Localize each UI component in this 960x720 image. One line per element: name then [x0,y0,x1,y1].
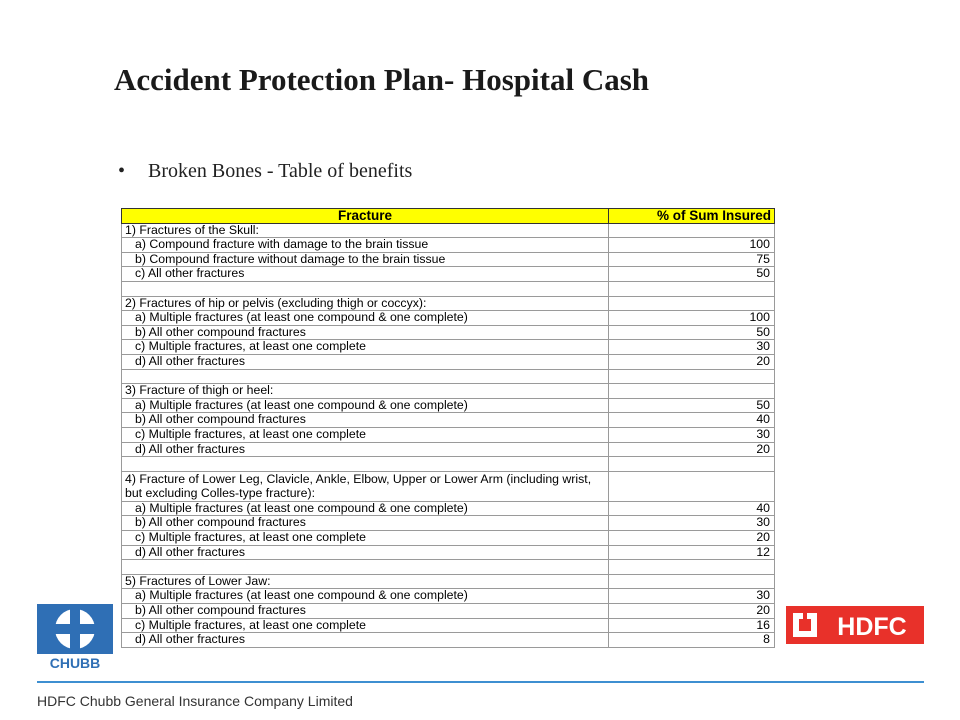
fracture-cell [122,560,609,575]
table-row [122,238,775,253]
table-header-row [122,209,775,224]
pct-cell [609,384,775,399]
fracture-cell: 3) Fracture of thigh or heel: [122,384,609,399]
pct-cell [609,223,775,238]
fracture-cell: a) Multiple fractures (at least one compound & one complete) [122,589,609,604]
fracture-cell: b) All other compound fractures [122,516,609,531]
table-row [122,516,775,531]
fracture-cell: a) Multiple fractures (at least one compound & one complete) [122,311,609,326]
fracture-cell [122,369,609,384]
table-row [122,545,775,560]
pct-cell [609,574,775,589]
pct-cell: 12 [609,545,775,560]
table-row [122,311,775,326]
table-row [122,457,775,472]
pct-cell: 20 [609,354,775,369]
table-row [122,427,775,442]
pct-cell: 30 [609,340,775,355]
table-row [122,252,775,267]
fracture-cell: b) All other compound fractures [122,413,609,428]
table-row [122,574,775,589]
table-row [122,325,775,340]
pct-cell: 20 [609,604,775,619]
fracture-cell: d) All other fractures [122,633,609,648]
fracture-cell: 4) Fracture of Lower Leg, Clavicle, Ankle, Elbow, Upper or Lower Arm (including wrist, but excluding Colles-type fracture): [122,471,609,501]
pct-cell [609,369,775,384]
fracture-cell: c) Multiple fractures, at least one complete [122,618,609,633]
pct-cell [609,560,775,575]
table-row [122,413,775,428]
pct-cell: 16 [609,618,775,633]
fracture-cell: c) Multiple fractures, at least one complete [122,427,609,442]
fracture-cell: d) All other fractures [122,442,609,457]
table-row [122,384,775,399]
fracture-cell: c) Multiple fractures, at least one complete [122,340,609,355]
fracture-cell: b) All other compound fractures [122,604,609,619]
hdfc-logo-text: HDFC [837,613,907,641]
pct-cell: 75 [609,252,775,267]
fracture-cell: d) All other fractures [122,354,609,369]
fracture-cell: c) All other fractures [122,267,609,282]
table-row [122,340,775,355]
table-row [122,618,775,633]
fracture-cell: c) Multiple fractures, at least one complete [122,531,609,546]
table-row [122,354,775,369]
pct-cell: 30 [609,427,775,442]
pct-cell: 100 [609,311,775,326]
slide-title: Accident Protection Plan- Hospital Cash [114,62,650,97]
fracture-cell: b) All other compound fractures [122,325,609,340]
table-row [122,281,775,296]
chubb-logo-text: CHUBB [49,655,101,670]
fracture-cell: a) Multiple fractures (at least one compound & one complete) [122,501,609,516]
bullet-icon: • [118,160,126,182]
bullet-text: Broken Bones - Table of benefits [148,160,413,182]
pct-cell: 30 [609,589,775,604]
footer-company-name: HDFC Chubb General Insurance Company Limited [37,693,353,709]
benefits-table [121,208,775,648]
table-row [122,267,775,282]
hdfc-logo [786,606,924,644]
fracture-cell: 2) Fractures of hip or pelvis (excluding thigh or coccyx): [122,296,609,311]
table-row [122,471,775,501]
pct-cell: 40 [609,413,775,428]
pct-cell: 8 [609,633,775,648]
fracture-cell: 1) Fractures of the Skull: [122,223,609,238]
fracture-cell: 5) Fractures of Lower Jaw: [122,574,609,589]
table-row [122,369,775,384]
table-row [122,633,775,648]
fracture-cell: a) Multiple fractures (at least one compound & one complete) [122,398,609,413]
pct-cell [609,457,775,472]
pct-cell [609,296,775,311]
footer-divider [37,681,924,683]
table-row [122,442,775,457]
pct-cell: 50 [609,267,775,282]
table-row [122,398,775,413]
table-row [122,589,775,604]
table-row [122,531,775,546]
pct-cell: 40 [609,501,775,516]
header-fracture: Fracture [122,209,609,224]
table-row [122,604,775,619]
pct-cell: 50 [609,325,775,340]
pct-cell: 100 [609,238,775,253]
chubb-logo [37,604,113,670]
pct-cell: 20 [609,442,775,457]
table-row [122,296,775,311]
bullet-item [118,160,412,183]
table-row [122,501,775,516]
pct-cell: 50 [609,398,775,413]
fracture-cell: b) Compound fracture without damage to the brain tissue [122,252,609,267]
fracture-cell [122,281,609,296]
pct-cell [609,471,775,501]
fracture-cell: a) Compound fracture with damage to the brain tissue [122,238,609,253]
table-row [122,223,775,238]
fracture-cell [122,457,609,472]
pct-cell: 20 [609,531,775,546]
table-row [122,560,775,575]
pct-cell: 30 [609,516,775,531]
header-pct: % of Sum Insured [609,209,775,224]
fracture-cell: d) All other fractures [122,545,609,560]
pct-cell [609,281,775,296]
